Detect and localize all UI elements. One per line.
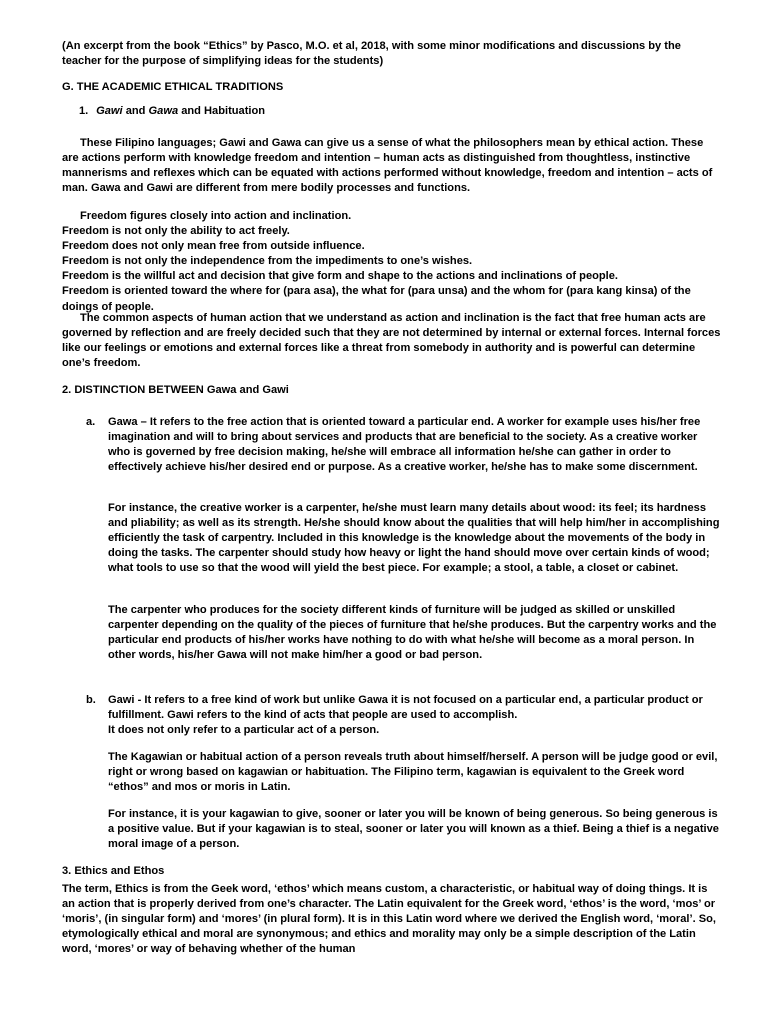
paragraph-ethics-ethos: The term, Ethics is from the Geek word, ‘ethos’ which means custom, a characteristic, or habitual way of doing things. It is an action that is properly derived from one’s character. The Latin equivalent for the Greek word, ‘ethos’ is the word, ‘mos’ or ‘moris’, (in singular form) and ‘mores’ (in plural form). It is in this Latin word where we derived the English word, ‘moral’. So, etymologically ethical and moral are synonymous; and ethics and morality may only be a simple description of the Latin word, ‘mores’ or way of behaving whether of the human — [62, 883, 717, 956]
section-2-title: 2. DISTINCTION BETWEEN Gawa and Gawi — [62, 384, 289, 396]
paragraph-generous-example: For instance, it is your kagawian to give, sooner or later you will be known of being generous. So being generous is a positive value. But if your kagawian is to steal, sooner or later you will known as a thief. Being a thief is a negative moral image of a person. — [108, 808, 719, 851]
paragraph-text: These Filipino languages; Gawi and Gawa can give us a sense of what the philosophers mean by ethical action. These are actions perform with knowledge freedom and intention – human acts as distinguished from thoughtless, instinctive mannerisms and reflexes which can be equated with actions performed without knowledge, freedom and intention – acts of man. Gawa and Gawi are different from mere bodily processes and functions. — [62, 137, 713, 195]
list-marker: a. — [86, 416, 96, 428]
paragraph-gawa-definition: Gawa – It refers to the free action that is oriented toward a particular end. A worker for example uses his/her free imagination and will to bring about services and products that are beneficial to the society. As a creative worker who is governed by free decision making, he/she will embrace all information he/she can gather in order to effectively achieve his/her desired end or purpose. As a creative worker, he/she has to make some discernment. — [108, 416, 701, 474]
paragraph-filipino-languages — [62, 136, 722, 196]
paragraph-text: The common aspects of human action that we understand as action and inclination is the fact that free human acts are governed by reflection and are freely decided such that they are not determined by internal or external forces. Internal forces like our feelings or emotions and external forces like a threat from somebody in authority and is powerful can determine one’s freedom. — [62, 312, 721, 370]
list-marker: b. — [86, 694, 96, 706]
section-3-title: 3. Ethics and Ethos — [62, 865, 165, 877]
paragraph-kagawian: The Kagawian or habitual action of a person reveals truth about himself/herself. A person will be judge good or evil, right or wrong based on kagawian or habituation. The Filipino term, kagawian is equivalent to the Greek word “ethos” and mos or moris in Latin. — [108, 751, 718, 794]
freedom-line: Freedom is not only the ability to act freely. — [62, 225, 290, 238]
freedom-line: Freedom figures closely into action and inclination. — [80, 210, 352, 222]
subheading-rest: and Habituation — [181, 105, 266, 117]
freedom-line: Freedom is oriented toward the where for (para asa), the what for (para unsa) and the whom for (para kang kinsa) of the doings of people. — [62, 285, 691, 313]
freedom-line: Freedom does not only mean free from outside influence. — [62, 240, 365, 253]
freedom-lines — [62, 209, 722, 315]
paragraph-gawi-definition: Gawi - It refers to a free kind of work but unlike Gawa it is not focused on a particular end, a particular product or fulfillment. Gawi refers to the kind of acts that people are used to accomplish. It does not only refer to a particular act of a person. — [108, 694, 703, 737]
subheading-number: 1. — [79, 105, 89, 117]
paragraph-common-aspects — [62, 311, 722, 371]
freedom-line: Freedom is not only the independence from the impediments to one’s wishes. — [62, 255, 473, 268]
term-gawa: Gawa — [148, 105, 179, 117]
term-gawi: Gawi — [96, 105, 123, 117]
section-g-title: G. THE ACADEMIC ETHICAL TRADITIONS — [62, 81, 284, 93]
intro-note: (An excerpt from the book “Ethics” by Pasco, M.O. et al, 2018, with some minor modifications and discussions by the teacher for the purpose of simplifying ideas for the students) — [62, 40, 681, 68]
subheading-and: and — [125, 105, 146, 117]
subheading-gawi-gawa — [79, 104, 265, 119]
freedom-line: Freedom is the willful act and decision that give form and shape to the actions and inclinations of people. — [62, 270, 618, 283]
paragraph-carpenter-judged: The carpenter who produces for the society different kinds of furniture will be judged as skilled or unskilled carpenter depending on the quality of the pieces of furniture that he/she produces. But the carpentry works and the particular end products of his/her works have nothing to do with what he/she will become as a moral person. In other words, his/her Gawa will not make him/her a good or bad person. — [108, 604, 717, 662]
paragraph-carpenter-example: For instance, the creative worker is a carpenter, he/she must learn many details about wood: its feel; its hardness and pliability; as well as its strength. He/she should know about the qualities that will help him/her in accomplishing efficiently the task of carpentry. Included in this knowledge is the knowledge about the movements of the body in doing the tasks. The carpenter should study how heavy or light the hand should move over certain kinds of wood; what tools to use so that the wood will yield the best piece. For example; a stool, a table, a closet or cabinet. — [108, 502, 720, 575]
